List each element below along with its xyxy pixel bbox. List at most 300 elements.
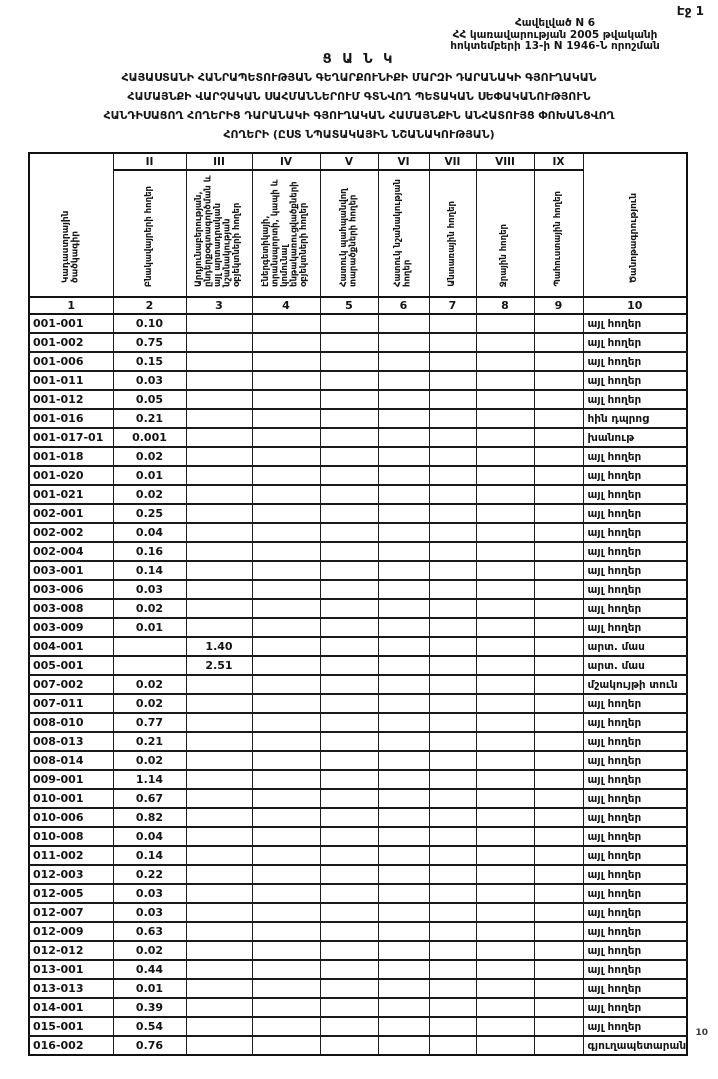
- value-cell: [476, 599, 534, 618]
- value-cell: [186, 352, 252, 371]
- note-cell: հին դպրոց: [583, 409, 687, 428]
- value-cell: [429, 542, 476, 561]
- value-cell: 0.01: [113, 618, 186, 637]
- value-cell: [476, 903, 534, 922]
- value-cell: [378, 1036, 429, 1055]
- value-cell: [320, 447, 378, 466]
- value-cell: [534, 314, 583, 333]
- value-cell: [429, 618, 476, 637]
- value-cell: [378, 732, 429, 751]
- value-cell: [476, 542, 534, 561]
- value-cell: 0.25: [113, 504, 186, 523]
- value-cell: [378, 599, 429, 618]
- value-cell: 0.10: [113, 314, 186, 333]
- note-cell: այլ հողեր: [583, 865, 687, 884]
- value-cell: 0.67: [113, 789, 186, 808]
- column-header-label: Պահուստային հողեր: [552, 191, 563, 287]
- cadastral-code-cell: 001-018: [29, 447, 113, 466]
- value-cell: [429, 580, 476, 599]
- value-cell: [186, 485, 252, 504]
- cadastral-code-cell: 008-014: [29, 751, 113, 770]
- roman-numeral-cell: IX: [534, 153, 583, 170]
- value-cell: [186, 789, 252, 808]
- value-cell: 0.04: [113, 523, 186, 542]
- value-cell: [186, 599, 252, 618]
- value-cell: [429, 846, 476, 865]
- value-cell: [320, 941, 378, 960]
- value-cell: [534, 504, 583, 523]
- table-row: [29, 808, 687, 827]
- column-header-cell: [113, 170, 186, 297]
- value-cell: [113, 656, 186, 675]
- value-cell: [186, 922, 252, 941]
- value-cell: [534, 409, 583, 428]
- value-cell: [378, 751, 429, 770]
- column-number-cell: 9: [534, 297, 583, 314]
- value-cell: [378, 390, 429, 409]
- value-cell: 0.03: [113, 371, 186, 390]
- cadastral-code-cell: 012-007: [29, 903, 113, 922]
- value-cell: 0.02: [113, 447, 186, 466]
- table-body: [29, 314, 687, 1055]
- value-cell: [186, 865, 252, 884]
- cadastral-code-cell: 011-002: [29, 846, 113, 865]
- value-cell: [476, 333, 534, 352]
- value-cell: [320, 998, 378, 1017]
- value-cell: [320, 333, 378, 352]
- cadastral-code-cell: 010-006: [29, 808, 113, 827]
- note-cell: այլ հողեր: [583, 751, 687, 770]
- cadastral-code-cell: 016-002: [29, 1036, 113, 1055]
- value-cell: [534, 770, 583, 789]
- value-cell: 1.14: [113, 770, 186, 789]
- value-cell: [320, 865, 378, 884]
- value-cell: [378, 713, 429, 732]
- value-cell: [429, 390, 476, 409]
- value-cell: [534, 903, 583, 922]
- table-row: [29, 1036, 687, 1055]
- note-cell: այլ հողեր: [583, 447, 687, 466]
- value-cell: [429, 352, 476, 371]
- value-cell: [252, 371, 320, 390]
- value-cell: [534, 637, 583, 656]
- value-cell: [534, 960, 583, 979]
- value-cell: [534, 922, 583, 941]
- table-row: [29, 637, 687, 656]
- value-cell: 0.75: [113, 333, 186, 352]
- column-number-cell: 7: [429, 297, 476, 314]
- value-cell: [429, 447, 476, 466]
- note-cell: այլ հողեր: [583, 599, 687, 618]
- value-cell: [429, 713, 476, 732]
- note-cell: այլ հողեր: [583, 732, 687, 751]
- cadastral-code-cell: 010-001: [29, 789, 113, 808]
- value-cell: [429, 485, 476, 504]
- value-cell: [186, 808, 252, 827]
- value-cell: [378, 447, 429, 466]
- value-cell: 0.76: [113, 1036, 186, 1055]
- value-cell: [252, 960, 320, 979]
- cadastral-code-cell: 015-001: [29, 1017, 113, 1036]
- value-cell: [186, 998, 252, 1017]
- value-cell: [252, 998, 320, 1017]
- value-cell: [320, 903, 378, 922]
- note-cell: այլ հողեր: [583, 333, 687, 352]
- annex-line: Հավելված N 6: [514, 17, 596, 29]
- cadastral-code-cell: 007-002: [29, 675, 113, 694]
- value-cell: [534, 542, 583, 561]
- value-cell: [252, 580, 320, 599]
- value-cell: [429, 827, 476, 846]
- value-cell: [476, 789, 534, 808]
- column-header-cell: [378, 170, 429, 297]
- value-cell: [186, 846, 252, 865]
- table-row: [29, 542, 687, 561]
- value-cell: [534, 751, 583, 770]
- value-cell: [320, 922, 378, 941]
- value-cell: [476, 713, 534, 732]
- table-row: [29, 599, 687, 618]
- value-cell: 0.22: [113, 865, 186, 884]
- value-cell: [186, 409, 252, 428]
- column-header-cell: [534, 170, 583, 297]
- value-cell: [320, 466, 378, 485]
- value-cell: [429, 1017, 476, 1036]
- value-cell: [186, 447, 252, 466]
- value-cell: [320, 428, 378, 447]
- table-row: [29, 732, 687, 751]
- value-cell: [186, 390, 252, 409]
- column-header-cell: [476, 170, 534, 297]
- value-cell: [476, 523, 534, 542]
- value-cell: [476, 941, 534, 960]
- note-cell: այլ հողեր: [583, 352, 687, 371]
- value-cell: [476, 504, 534, 523]
- column-number-cell: 3: [186, 297, 252, 314]
- value-cell: [320, 1017, 378, 1036]
- value-cell: [378, 637, 429, 656]
- column-number-cell: 5: [320, 297, 378, 314]
- value-cell: [378, 523, 429, 542]
- value-cell: [429, 371, 476, 390]
- note-cell: այլ հողեր: [583, 903, 687, 922]
- table-row: [29, 903, 687, 922]
- value-cell: [186, 960, 252, 979]
- value-cell: [476, 1036, 534, 1055]
- value-cell: [476, 618, 534, 637]
- value-cell: [186, 561, 252, 580]
- column-header-label: Արդյունաբերության, ընդերքօգտագործման և այլ արտադրական նշանակության օբյեկտների հողեր: [194, 175, 243, 287]
- value-cell: [186, 1017, 252, 1036]
- value-cell: [252, 352, 320, 371]
- value-cell: [429, 770, 476, 789]
- table-row: [29, 352, 687, 371]
- value-cell: [476, 884, 534, 903]
- value-cell: 1.40: [186, 637, 252, 656]
- value-cell: [476, 865, 534, 884]
- column-header-cell: [429, 170, 476, 297]
- cadastral-code-cell: 003-008: [29, 599, 113, 618]
- table-row: [29, 580, 687, 599]
- table-row: [29, 447, 687, 466]
- table-row: [29, 960, 687, 979]
- value-cell: [186, 751, 252, 770]
- value-cell: [186, 732, 252, 751]
- roman-numeral-cell: II: [113, 153, 186, 170]
- value-cell: [320, 694, 378, 713]
- column-number-cell: 1: [29, 297, 113, 314]
- value-cell: [429, 865, 476, 884]
- value-cell: [378, 675, 429, 694]
- note-cell: այլ հողեր: [583, 390, 687, 409]
- value-cell: [534, 979, 583, 998]
- value-cell: [476, 656, 534, 675]
- value-cell: 0.21: [113, 409, 186, 428]
- value-cell: [186, 979, 252, 998]
- note-column-header-cell: [583, 153, 687, 297]
- value-cell: 0.14: [113, 561, 186, 580]
- table-row: [29, 675, 687, 694]
- cadastral-code-cell: 008-010: [29, 713, 113, 732]
- value-cell: [252, 656, 320, 675]
- value-cell: [534, 390, 583, 409]
- value-cell: [320, 732, 378, 751]
- value-cell: 0.16: [113, 542, 186, 561]
- note-cell: այլ հողեր: [583, 485, 687, 504]
- value-cell: [429, 884, 476, 903]
- value-cell: 0.44: [113, 960, 186, 979]
- cadastral-code-cell: 003-006: [29, 580, 113, 599]
- note-cell: այլ հողեր: [583, 618, 687, 637]
- value-cell: [186, 770, 252, 789]
- land-parcels-table: [28, 152, 688, 1056]
- value-cell: [429, 523, 476, 542]
- note-cell: այլ հողեր: [583, 770, 687, 789]
- value-cell: [534, 998, 583, 1017]
- value-cell: [534, 808, 583, 827]
- value-cell: [320, 675, 378, 694]
- value-cell: [252, 523, 320, 542]
- value-cell: [320, 1036, 378, 1055]
- cadastral-code-cell: 001-020: [29, 466, 113, 485]
- value-cell: [378, 561, 429, 580]
- value-cell: [320, 504, 378, 523]
- note-cell: այլ հողեր: [583, 580, 687, 599]
- roman-numeral-cell: III: [186, 153, 252, 170]
- table-row: [29, 827, 687, 846]
- value-cell: [186, 523, 252, 542]
- value-cell: [252, 903, 320, 922]
- table-row: [29, 523, 687, 542]
- column-number-cell: 2: [113, 297, 186, 314]
- annex-line: ՀՀ կառավարության 2005 թվականի: [452, 28, 658, 41]
- value-cell: [476, 580, 534, 599]
- value-cell: [534, 485, 583, 504]
- value-cell: [186, 333, 252, 352]
- value-cell: [429, 941, 476, 960]
- value-cell: [534, 466, 583, 485]
- value-cell: [534, 618, 583, 637]
- value-cell: 0.03: [113, 580, 186, 599]
- note-cell: այլ հողեր: [583, 371, 687, 390]
- value-cell: 0.01: [113, 979, 186, 998]
- value-cell: 0.15: [113, 352, 186, 371]
- value-cell: 2.51: [186, 656, 252, 675]
- value-cell: [186, 827, 252, 846]
- note-cell: այլ հողեր: [583, 789, 687, 808]
- cadastral-code-cell: 008-013: [29, 732, 113, 751]
- table-row: [29, 371, 687, 390]
- table-row: [29, 846, 687, 865]
- value-cell: [476, 1017, 534, 1036]
- value-cell: [429, 979, 476, 998]
- value-cell: [534, 561, 583, 580]
- value-cell: [534, 580, 583, 599]
- value-cell: [534, 789, 583, 808]
- value-cell: [378, 884, 429, 903]
- value-cell: [429, 922, 476, 941]
- cadastral-code-cell: 002-001: [29, 504, 113, 523]
- note-cell: խանութ: [583, 428, 687, 447]
- table-row: [29, 979, 687, 998]
- value-cell: [378, 960, 429, 979]
- value-cell: [186, 618, 252, 637]
- column-header-cell: [320, 170, 378, 297]
- value-cell: [320, 390, 378, 409]
- value-cell: [476, 390, 534, 409]
- value-cell: [378, 371, 429, 390]
- value-cell: [252, 922, 320, 941]
- value-cell: 0.02: [113, 751, 186, 770]
- value-cell: [476, 770, 534, 789]
- value-cell: [186, 675, 252, 694]
- value-cell: [252, 561, 320, 580]
- note-cell: այլ հողեր: [583, 960, 687, 979]
- value-cell: [534, 1036, 583, 1055]
- value-cell: [378, 808, 429, 827]
- value-cell: [476, 409, 534, 428]
- value-cell: [534, 732, 583, 751]
- note-column-header: Ծանոթագրություն: [629, 192, 640, 283]
- column-header-cell: [252, 170, 320, 297]
- value-cell: [378, 770, 429, 789]
- column-number-cell: 6: [378, 297, 429, 314]
- value-cell: 0.04: [113, 827, 186, 846]
- column-header-label: Էներգետիկայի, տրանսպորտի, կապի և կոմունալ ենթակառուցվածքների օբյեկտների հողեր: [261, 179, 310, 287]
- value-cell: [320, 409, 378, 428]
- value-cell: 0.01: [113, 466, 186, 485]
- cadastral-code-cell: 010-008: [29, 827, 113, 846]
- table-row: [29, 694, 687, 713]
- value-cell: [534, 333, 583, 352]
- value-cell: [378, 333, 429, 352]
- note-cell: արտ. մաս: [583, 656, 687, 675]
- value-cell: [378, 922, 429, 941]
- value-cell: [429, 903, 476, 922]
- value-cell: [378, 580, 429, 599]
- value-cell: [378, 865, 429, 884]
- value-cell: [534, 599, 583, 618]
- value-cell: [252, 409, 320, 428]
- value-cell: [476, 846, 534, 865]
- cadastral-code-cell: 012-012: [29, 941, 113, 960]
- value-cell: [252, 694, 320, 713]
- table-row: [29, 884, 687, 903]
- value-cell: [476, 466, 534, 485]
- value-cell: [429, 561, 476, 580]
- note-cell: այլ հողեր: [583, 884, 687, 903]
- cadastral-code-cell: 013-001: [29, 960, 113, 979]
- note-cell: այլ հողեր: [583, 827, 687, 846]
- table-row: [29, 656, 687, 675]
- value-cell: [476, 998, 534, 1017]
- value-cell: [320, 770, 378, 789]
- value-cell: [320, 352, 378, 371]
- value-cell: [186, 1036, 252, 1055]
- value-cell: [476, 561, 534, 580]
- value-cell: [476, 485, 534, 504]
- value-cell: [186, 580, 252, 599]
- value-cell: [378, 694, 429, 713]
- value-cell: [320, 637, 378, 656]
- value-cell: [429, 409, 476, 428]
- value-cell: 0.02: [113, 675, 186, 694]
- table-row: [29, 713, 687, 732]
- value-cell: 0.02: [113, 485, 186, 504]
- value-cell: [320, 846, 378, 865]
- value-cell: [429, 428, 476, 447]
- roman-numeral-cell: IV: [252, 153, 320, 170]
- value-cell: 0.54: [113, 1017, 186, 1036]
- cadastral-code-cell: 003-001: [29, 561, 113, 580]
- value-cell: [476, 827, 534, 846]
- value-cell: [378, 998, 429, 1017]
- value-cell: [378, 903, 429, 922]
- cadastral-code-cell: 001-021: [29, 485, 113, 504]
- value-cell: [378, 979, 429, 998]
- cadastral-code-cell: 005-001: [29, 656, 113, 675]
- value-cell: [252, 504, 320, 523]
- value-cell: [378, 409, 429, 428]
- value-cell: [534, 675, 583, 694]
- roman-numeral-cell: V: [320, 153, 378, 170]
- cadastral-code-cell: 014-001: [29, 998, 113, 1017]
- value-cell: 0.63: [113, 922, 186, 941]
- value-cell: [252, 770, 320, 789]
- value-cell: 0.03: [113, 884, 186, 903]
- note-cell: այլ հողեր: [583, 979, 687, 998]
- annex-reference: [392, 18, 718, 53]
- table-row: [29, 941, 687, 960]
- value-cell: [320, 314, 378, 333]
- value-cell: [186, 428, 252, 447]
- value-cell: [186, 371, 252, 390]
- value-cell: [534, 371, 583, 390]
- value-cell: [320, 960, 378, 979]
- cadastral-code-cell: 012-003: [29, 865, 113, 884]
- value-cell: [252, 751, 320, 770]
- value-cell: 0.39: [113, 998, 186, 1017]
- value-cell: 0.001: [113, 428, 186, 447]
- value-cell: [320, 789, 378, 808]
- value-cell: [252, 618, 320, 637]
- value-cell: [320, 656, 378, 675]
- cadastral-code-cell: 004-001: [29, 637, 113, 656]
- value-cell: [534, 827, 583, 846]
- cadastral-code-cell: 001-006: [29, 352, 113, 371]
- column-numbers-row: [29, 297, 687, 314]
- value-cell: [476, 447, 534, 466]
